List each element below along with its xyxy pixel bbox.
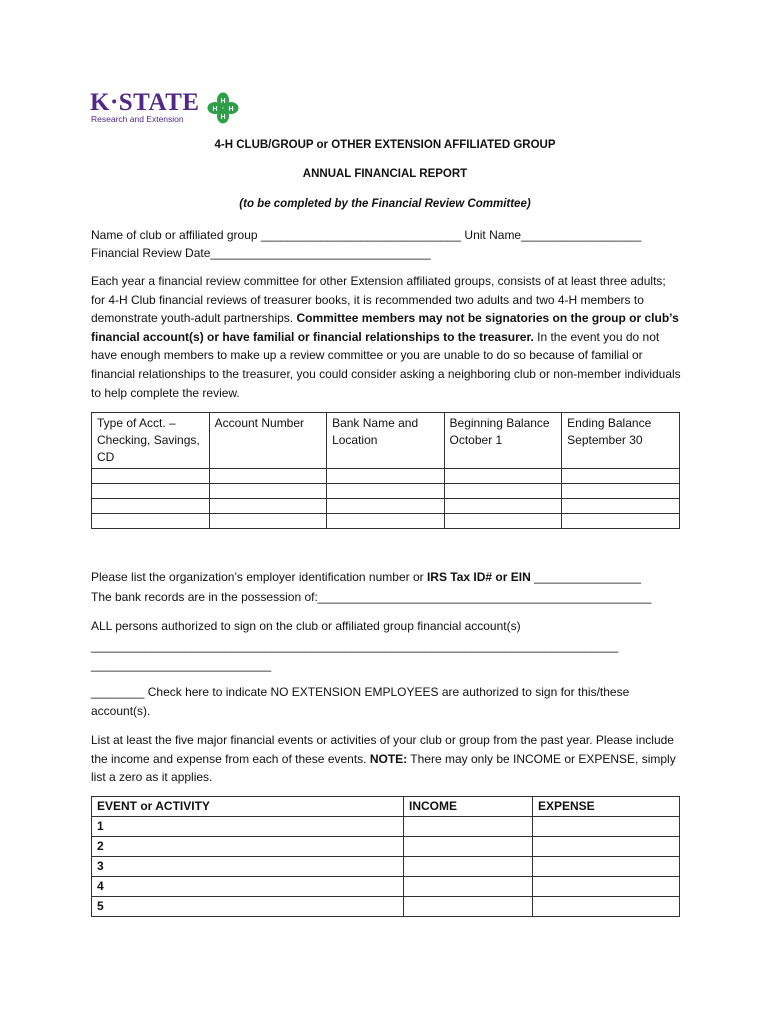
event-number[interactable]: 5 xyxy=(92,897,404,917)
table-cell[interactable] xyxy=(92,499,210,514)
table-row xyxy=(92,499,680,514)
event-number[interactable]: 1 xyxy=(92,817,404,837)
kstate-logo xyxy=(90,90,250,130)
svg-text:H: H xyxy=(220,98,226,105)
form-instruction: (to be completed by the Financial Review Committee) xyxy=(239,198,531,210)
intro-text-1: Each year a financial review committee for other Extension affiliated groups, consists of at least three adults; for 4-H Club financial reviews of treasurer books, it is recommended two adults and two 4-H members to demonstrate youth-adult partnerships. xyxy=(91,274,666,326)
review-date-field[interactable]: Financial Review Date_________________________________ xyxy=(91,246,431,260)
table-cell[interactable] xyxy=(209,499,326,514)
table-cell[interactable] xyxy=(92,484,210,499)
authorized-line-2[interactable]: ___________________________ xyxy=(91,658,272,672)
ein-bold-label: IRS Tax ID# or EIN xyxy=(426,570,531,584)
table-cell[interactable] xyxy=(444,469,562,484)
table-row xyxy=(92,837,680,857)
form-subtitle: ANNUAL FINANCIAL REPORT xyxy=(302,168,468,180)
table-cell[interactable] xyxy=(562,499,680,514)
header-income: INCOME xyxy=(404,797,533,817)
table-cell[interactable] xyxy=(562,514,680,529)
header-ending-balance: Ending Balance September 30 xyxy=(562,413,680,469)
events-table xyxy=(91,796,680,917)
income-cell[interactable] xyxy=(404,837,533,857)
expense-cell[interactable] xyxy=(533,817,680,837)
event-number[interactable]: 3 xyxy=(92,857,404,877)
table-cell[interactable] xyxy=(562,484,680,499)
ein-field[interactable] xyxy=(91,568,641,586)
table-row xyxy=(92,484,680,499)
table-cell[interactable] xyxy=(562,469,680,484)
income-cell[interactable] xyxy=(404,817,533,837)
event-number[interactable]: 4 xyxy=(92,877,404,897)
authorized-line-1[interactable]: _______________________________________________________________________________ xyxy=(91,639,619,653)
table-cell[interactable] xyxy=(327,499,444,514)
table-row xyxy=(92,469,680,484)
table-cell[interactable] xyxy=(92,514,210,529)
header-account-type: Type of Acct. – Checking, Savings, CD xyxy=(92,413,210,469)
accounts-header-row xyxy=(92,413,680,469)
income-cell[interactable] xyxy=(404,857,533,877)
intro-text-2: In the event you do not have enough members to make up a review committee or you are unable to do so because of familial or financial relationships to the treasurer, you could consider asking a neighboring club or non-member individuals to help complete the review. xyxy=(91,329,681,400)
table-row xyxy=(92,514,680,529)
ein-blank: ________________ xyxy=(530,570,641,584)
table-row xyxy=(92,877,680,897)
table-row xyxy=(92,817,680,837)
header-expense: EXPENSE xyxy=(533,797,680,817)
income-cell[interactable] xyxy=(404,897,533,917)
header-account-number: Account Number xyxy=(209,413,326,469)
expense-cell[interactable] xyxy=(533,837,680,857)
svg-text:H: H xyxy=(228,106,234,113)
ein-label: Please list the organization’s employer identification number or xyxy=(91,570,427,584)
accounts-table xyxy=(91,412,680,529)
events-note-label: NOTE: xyxy=(369,751,408,766)
no-extension-checkbox[interactable]: ________ Check here to indicate NO EXTENSION EMPLOYEES are authorized to sign for this/these account(s). xyxy=(91,685,630,718)
header-bank-name: Bank Name and Location xyxy=(327,413,444,469)
table-row xyxy=(92,897,680,917)
svg-text:H: H xyxy=(212,106,218,113)
events-paragraph xyxy=(91,731,681,787)
authorized-label: ALL persons authorized to sign on the club or affiliated group financial account(s) xyxy=(91,619,521,633)
table-cell[interactable] xyxy=(444,499,562,514)
events-text-1: List at least the five major financial events or activities of your club or group from the past year. Please include the income and expense from each of these events. xyxy=(91,733,674,766)
intro-paragraph xyxy=(91,272,681,402)
events-text-2: There may only be INCOME or EXPENSE, simply list a zero as it applies. xyxy=(91,751,676,785)
table-cell[interactable] xyxy=(327,514,444,529)
table-cell[interactable] xyxy=(327,484,444,499)
club-name-field[interactable]: Name of club or affiliated group ______________________________ Unit Name__________________ xyxy=(91,228,642,242)
table-cell[interactable] xyxy=(209,514,326,529)
bank-records-field[interactable]: The bank records are in the possession of:__________________________________________________ xyxy=(91,590,652,604)
expense-cell[interactable] xyxy=(533,877,680,897)
table-cell[interactable] xyxy=(444,484,562,499)
event-number[interactable]: 2 xyxy=(92,837,404,857)
table-cell[interactable] xyxy=(327,469,444,484)
expense-cell[interactable] xyxy=(533,897,680,917)
svg-text:H: H xyxy=(220,114,226,121)
header-event: EVENT or ACTIVITY xyxy=(92,797,404,817)
table-cell[interactable] xyxy=(209,469,326,484)
table-row xyxy=(92,857,680,877)
income-cell[interactable] xyxy=(404,877,533,897)
header-beginning-balance: Beginning Balance October 1 xyxy=(444,413,562,469)
table-cell[interactable] xyxy=(92,469,210,484)
intro-bold-text: Committee members may not be signatories on the group or club’s financial account(s) or have familial or financial relationships to the treasurer. xyxy=(91,311,679,344)
4h-clover-icon xyxy=(207,92,239,124)
table-cell[interactable] xyxy=(444,514,562,529)
events-header-row xyxy=(92,797,680,817)
form-title: 4-H CLUB/GROUP or OTHER EXTENSION AFFILIATED GROUP xyxy=(214,139,556,151)
table-cell[interactable] xyxy=(209,484,326,499)
logo-wordmark: K·STATE xyxy=(90,89,200,116)
expense-cell[interactable] xyxy=(533,857,680,877)
logo-subtitle: Research and Extension xyxy=(91,114,184,124)
